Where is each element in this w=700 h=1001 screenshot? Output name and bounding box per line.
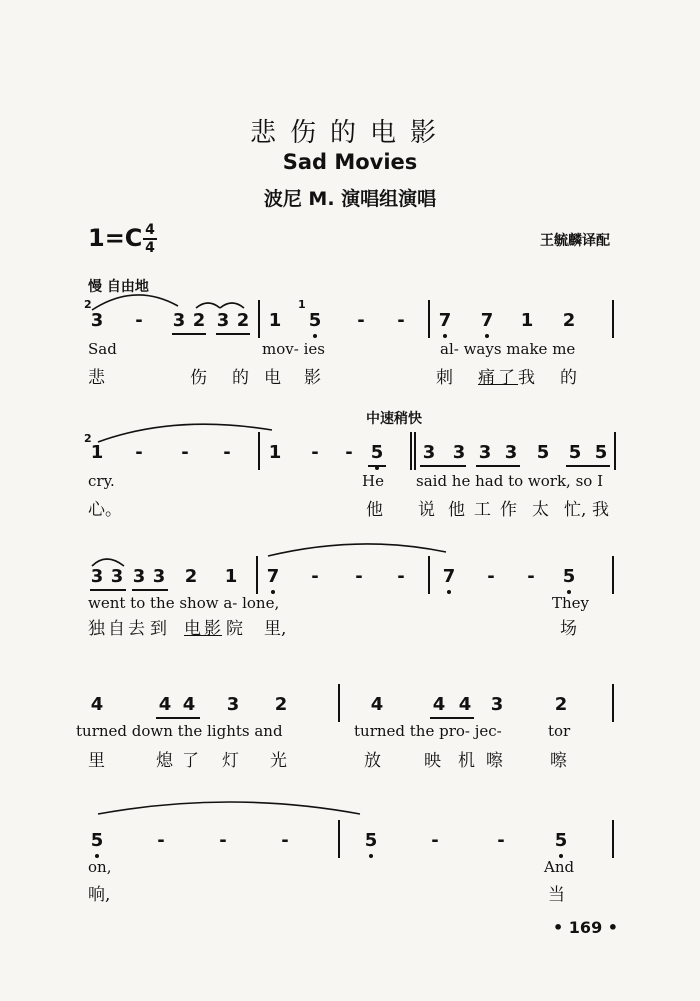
song-title-english: Sad Movies [282, 150, 418, 174]
note: 4 [432, 694, 446, 715]
lyric-chinese: 熄 [156, 751, 173, 771]
lyric-chinese: 嚓 [486, 751, 503, 771]
lyric-english: Sad [88, 340, 117, 358]
note: - [181, 442, 189, 463]
lyric-chinese: 太 [532, 500, 549, 520]
lyric-chinese: 他 [366, 500, 383, 520]
lyric-english: mov- ies [262, 340, 325, 358]
note: 4 [90, 694, 104, 715]
lyric-chinese: 悲 [88, 368, 105, 388]
lyric-english: went to the show a- lone, [88, 594, 280, 612]
note: 4 [158, 694, 172, 715]
lyric-english: They [552, 594, 590, 612]
note: 5 [370, 442, 384, 463]
note: 5 [562, 566, 576, 587]
note: 5 [308, 310, 322, 331]
note: 3 [110, 566, 124, 587]
lyric-english: And [544, 858, 575, 876]
note: 7 [266, 566, 280, 587]
note: - [311, 442, 319, 463]
lyric-chinese: 影 [204, 619, 221, 639]
note: 1 [90, 442, 104, 463]
note: - [219, 830, 227, 851]
note: - [281, 830, 289, 851]
note: 3 [422, 442, 436, 463]
note: 2 [192, 310, 206, 331]
note: 4 [370, 694, 384, 715]
note: - [135, 442, 143, 463]
note: - [497, 830, 505, 851]
lyric-english: tor [548, 722, 571, 740]
note: 3 [216, 310, 230, 331]
lyric-chinese: 放 [364, 751, 381, 771]
note: - [135, 310, 143, 331]
grace-note: 2 [84, 298, 92, 311]
note: 7 [442, 566, 456, 587]
note: 5 [554, 830, 568, 851]
lyric-chinese: 我 [518, 368, 535, 388]
lyric-chinese: 心。 [88, 500, 122, 520]
lyric-chinese: 去 [128, 619, 145, 639]
lyric-chinese: 我 [592, 500, 609, 520]
time-signature-bottom: 4 [145, 240, 155, 256]
lyric-chinese: 里 [88, 751, 105, 771]
tempo-marking-moderate: 中速稍快 [366, 411, 422, 427]
note: - [357, 310, 365, 331]
note: 4 [458, 694, 472, 715]
slur [98, 802, 360, 814]
lyric-chinese: 映 [424, 751, 441, 771]
note: 3 [90, 310, 104, 331]
note: - [527, 566, 535, 587]
note: 5 [568, 442, 582, 463]
lyric-chinese: 院 [226, 619, 243, 639]
note: 3 [132, 566, 146, 587]
grace-note: 2 [84, 432, 92, 445]
note: 2 [562, 310, 576, 331]
note: 7 [480, 310, 494, 331]
note: 3 [452, 442, 466, 463]
lyric-chinese: 到 [150, 619, 167, 639]
lyric-chinese: 电 [184, 619, 201, 639]
lyric-english: cry. [88, 472, 115, 490]
slur [220, 303, 244, 308]
lyric-chinese: 刺 [436, 368, 453, 388]
note: 7 [438, 310, 452, 331]
lyric-english: turned down the lights and [76, 722, 283, 740]
lyric-chinese: 的 [232, 368, 249, 388]
lyric-chinese: 痛 [478, 368, 495, 388]
note: - [487, 566, 495, 587]
lyric-chinese: 他 [448, 500, 465, 520]
note: 1 [224, 566, 238, 587]
lyric-chinese: 说 [418, 500, 435, 520]
grace-note: 1 [298, 298, 306, 311]
slur [92, 295, 178, 310]
note: 5 [594, 442, 608, 463]
lyric-chinese: 灯 [222, 751, 239, 771]
note: 2 [274, 694, 288, 715]
tempo-marking-free: 慢 自由地 [88, 279, 149, 295]
lyric-chinese: 电 [264, 368, 281, 388]
note: 1 [520, 310, 534, 331]
note: - [345, 442, 353, 463]
lyric-chinese: 的 [560, 368, 577, 388]
slur [268, 544, 446, 556]
performer-credit: 波尼 M. 演唱组演唱 [263, 188, 437, 210]
lyric-english: He [362, 472, 384, 490]
song-title-chinese: 悲伤的电影 [249, 118, 450, 148]
lyric-chinese: 作 [500, 500, 517, 520]
lyric-chinese: 工 [474, 500, 491, 520]
note: - [157, 830, 165, 851]
note: 3 [490, 694, 504, 715]
note: 3 [478, 442, 492, 463]
time-signature-top: 4 [145, 222, 155, 238]
key-signature: 1=C [88, 224, 143, 252]
note: 5 [90, 830, 104, 851]
note: 1 [268, 310, 282, 331]
lyric-chinese: 了 [182, 751, 199, 771]
lyric-chinese: 独 [88, 619, 105, 639]
note: 5 [536, 442, 550, 463]
lyric-english: on, [88, 858, 112, 876]
note: - [223, 442, 231, 463]
note: - [397, 566, 405, 587]
lyric-chinese: 了 [498, 368, 515, 388]
slur [196, 303, 220, 308]
lyric-chinese: 场 [560, 619, 577, 639]
note: 4 [182, 694, 196, 715]
note: 2 [236, 310, 250, 331]
note: 1 [268, 442, 282, 463]
page-number: • 169 • [553, 918, 618, 937]
note: 3 [226, 694, 240, 715]
note: 2 [554, 694, 568, 715]
lyric-english: said he had to work, so I [416, 472, 604, 490]
note: - [397, 310, 405, 331]
note: 3 [504, 442, 518, 463]
lyric-chinese: 忙, [564, 500, 587, 520]
lyric-chinese: 里, [264, 619, 287, 639]
slur [98, 424, 272, 442]
lyric-chinese: 嚓 [550, 751, 567, 771]
lyric-english: turned the pro- jec- [354, 722, 502, 740]
lyric-chinese: 响, [88, 885, 111, 905]
note: 2 [184, 566, 198, 587]
note: 3 [172, 310, 186, 331]
note: 3 [152, 566, 166, 587]
arranger-credit: 王毓麟译配 [540, 233, 610, 249]
note: 3 [90, 566, 104, 587]
lyric-english: al- ways make me [440, 340, 576, 358]
lyric-chinese: 伤 [190, 368, 207, 388]
note: - [311, 566, 319, 587]
lyric-chinese: 当 [548, 885, 565, 905]
lyric-chinese: 机 [458, 751, 475, 771]
note: - [355, 566, 363, 587]
note: - [431, 830, 439, 851]
slur [92, 559, 124, 566]
note: 5 [364, 830, 378, 851]
lyric-chinese: 自 [108, 619, 125, 639]
lyric-chinese: 光 [270, 751, 287, 771]
lyric-chinese: 影 [304, 368, 321, 388]
